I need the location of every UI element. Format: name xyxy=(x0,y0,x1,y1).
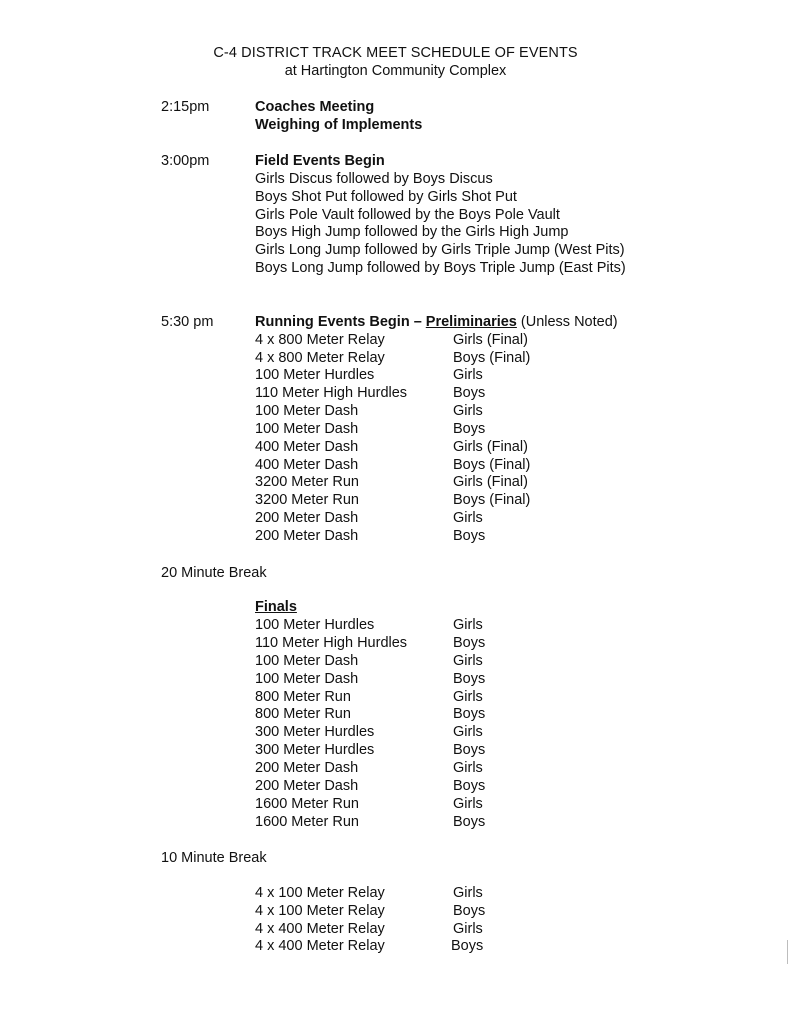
event-division: Girls xyxy=(453,921,483,937)
event-division: Girls (Final) xyxy=(453,439,528,455)
event-division: Boys (Final) xyxy=(453,350,531,366)
field-event-item: Boys Shot Put followed by Girls Shot Put xyxy=(255,189,517,205)
event-name: 400 Meter Dash xyxy=(255,457,359,473)
event-division: Boys xyxy=(453,385,486,401)
event-name: 4 x 400 Meter Relay xyxy=(255,938,385,954)
weighing-label: Weighing of Implements xyxy=(255,117,423,133)
event-division: Girls xyxy=(453,885,483,901)
event-division: Boys xyxy=(453,814,486,830)
event-division: Girls xyxy=(453,653,483,669)
field-event-item: Boys High Jump followed by the Girls High Jump xyxy=(255,224,569,240)
event-division: Boys xyxy=(453,778,486,794)
event-name: 110 Meter High Hurdles xyxy=(255,385,408,401)
event-name: 200 Meter Dash xyxy=(255,510,359,526)
field-events-heading: Field Events Begin xyxy=(255,153,385,169)
event-name: 300 Meter Hurdles xyxy=(255,724,375,740)
event-division: Girls xyxy=(453,796,483,812)
event-name: 400 Meter Dash xyxy=(255,439,359,455)
event-name: 100 Meter Dash xyxy=(255,403,359,419)
field-event-item: Boys Long Jump followed by Boys Triple Jump (East Pits) xyxy=(255,260,626,276)
event-division: Boys xyxy=(453,903,486,919)
event-division: Girls xyxy=(453,367,483,383)
event-division: Girls xyxy=(453,510,483,526)
event-division: Boys xyxy=(453,742,486,758)
field-event-item: Girls Pole Vault followed by the Boys Pole Vault xyxy=(255,207,560,223)
event-name: 3200 Meter Run xyxy=(255,492,359,508)
event-division: Girls (Final) xyxy=(453,332,528,348)
event-name: 3200 Meter Run xyxy=(255,474,359,490)
event-name: 100 Meter Hurdles xyxy=(255,367,375,383)
event-division: Boys xyxy=(453,421,486,437)
event-division: Girls xyxy=(453,617,483,633)
running-events-heading xyxy=(255,314,618,332)
event-name: 200 Meter Dash xyxy=(255,778,359,794)
preliminaries-label: Preliminaries xyxy=(425,314,517,330)
event-name: 800 Meter Run xyxy=(255,706,351,722)
event-division: Girls xyxy=(453,760,483,776)
event-name: 200 Meter Dash xyxy=(255,760,359,776)
running-heading-prefix: Running Events Begin – xyxy=(255,314,426,330)
event-name: 100 Meter Dash xyxy=(255,671,359,687)
scan-edge-mark xyxy=(787,940,788,964)
event-name: 110 Meter High Hurdles xyxy=(255,635,408,651)
break-20-minute: 20 Minute Break xyxy=(161,565,267,581)
event-division: Girls xyxy=(453,403,483,419)
document-title: C-4 DISTRICT TRACK MEET SCHEDULE OF EVENTS xyxy=(213,45,578,61)
event-name: 4 x 800 Meter Relay xyxy=(255,350,385,366)
break-10-minute: 10 Minute Break xyxy=(161,850,267,866)
field-event-item: Girls Long Jump followed by Girls Triple Jump (West Pits) xyxy=(255,242,625,258)
event-division: Boys xyxy=(453,671,486,687)
event-name: 4 x 100 Meter Relay xyxy=(255,903,385,919)
event-division: Boys xyxy=(453,528,486,544)
time-field-events: 3:00pm xyxy=(161,153,210,169)
event-division: Boys (Final) xyxy=(453,457,531,473)
event-name: 100 Meter Hurdles xyxy=(255,617,375,633)
event-name: 4 x 400 Meter Relay xyxy=(255,921,385,937)
event-name: 100 Meter Dash xyxy=(255,653,359,669)
event-name: 200 Meter Dash xyxy=(255,528,359,544)
coaches-meeting-label: Coaches Meeting xyxy=(255,99,375,115)
event-name: 4 x 800 Meter Relay xyxy=(255,332,385,348)
event-name: 4 x 100 Meter Relay xyxy=(255,885,385,901)
finals-heading: Finals xyxy=(255,599,297,615)
time-coaches: 2:15pm xyxy=(161,99,210,115)
event-name: 300 Meter Hurdles xyxy=(255,742,375,758)
event-name: 1600 Meter Run xyxy=(255,814,359,830)
event-name: 100 Meter Dash xyxy=(255,421,359,437)
event-name: 800 Meter Run xyxy=(255,689,351,705)
event-division: Boys xyxy=(453,706,486,722)
document-subtitle: at Hartington Community Complex xyxy=(284,63,507,79)
event-division: Girls xyxy=(453,689,483,705)
time-running-events: 5:30 pm xyxy=(161,314,214,330)
event-division: Boys xyxy=(453,635,486,651)
event-division: Boys xyxy=(451,938,484,954)
field-event-item: Girls Discus followed by Boys Discus xyxy=(255,171,493,187)
event-division: Girls xyxy=(453,724,483,740)
unless-noted-label: (Unless Noted) xyxy=(516,314,618,330)
event-division: Girls (Final) xyxy=(453,474,528,490)
event-division: Boys (Final) xyxy=(453,492,531,508)
event-name: 1600 Meter Run xyxy=(255,796,359,812)
